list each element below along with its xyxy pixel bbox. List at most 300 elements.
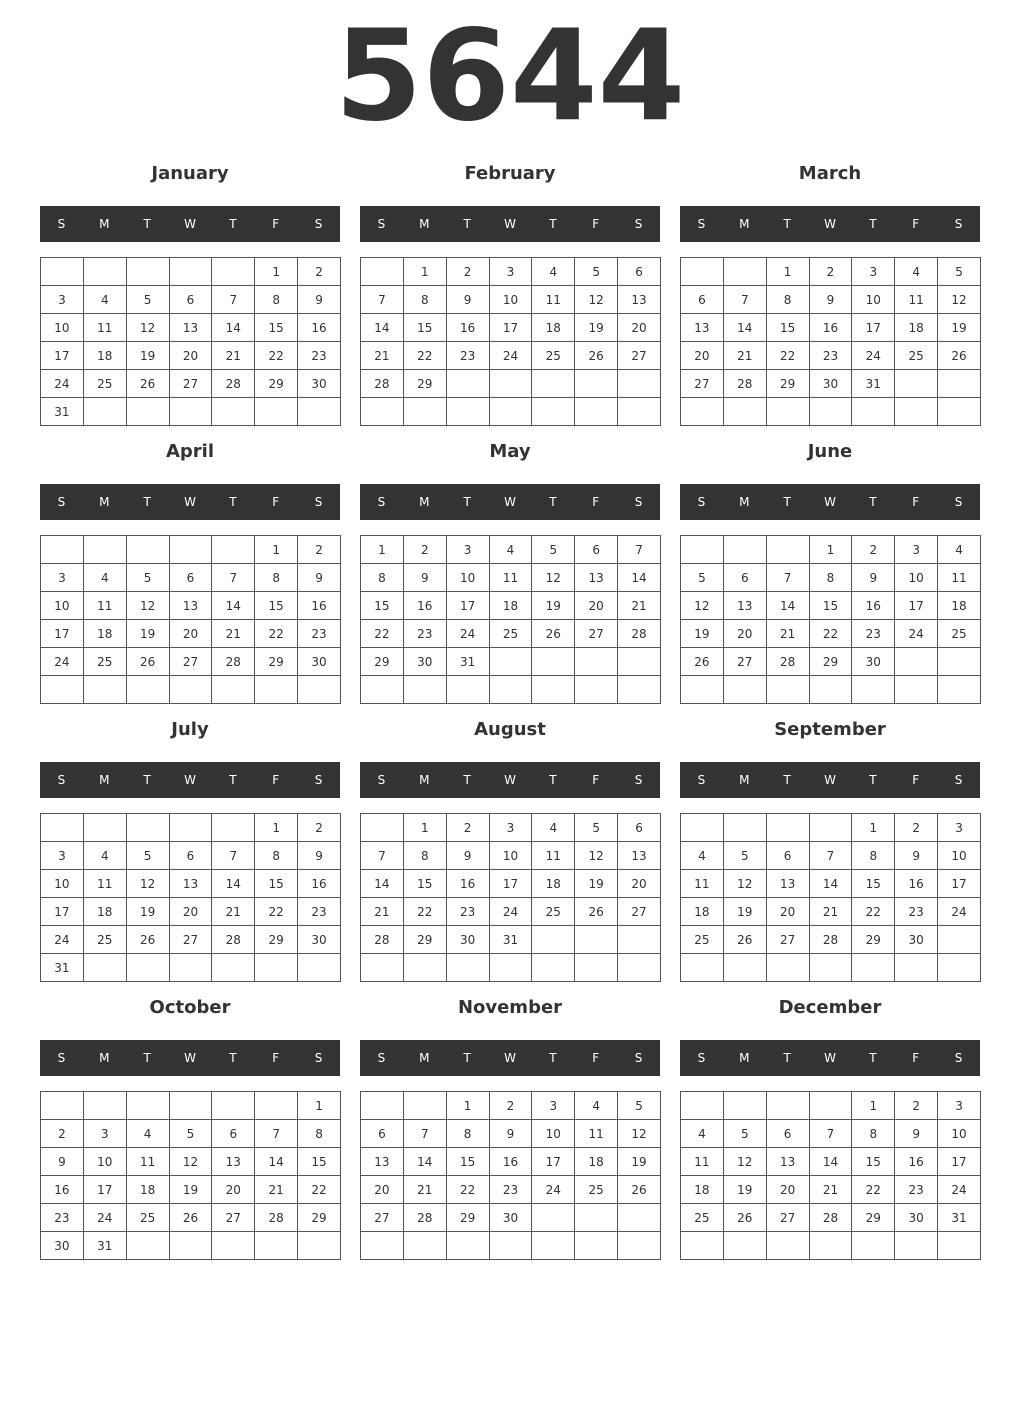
empty-cell [489, 676, 532, 704]
day-cell: 15 [852, 870, 895, 898]
day-cell: 23 [852, 620, 895, 648]
day-cell: 28 [255, 1204, 298, 1232]
day-cell: 22 [809, 620, 852, 648]
empty-cell [489, 954, 532, 982]
empty-cell [83, 954, 126, 982]
day-cell: 28 [723, 370, 766, 398]
week-row [361, 676, 661, 704]
weekday-label: F [912, 773, 920, 787]
empty-cell [618, 1204, 661, 1232]
weekday-label: F [592, 217, 600, 231]
day-cell: 4 [681, 842, 724, 870]
day-cell: 26 [723, 1204, 766, 1232]
week-row [681, 342, 981, 370]
day-cell: 1 [255, 536, 298, 564]
day-cell: 25 [489, 620, 532, 648]
day-cell: 21 [212, 620, 255, 648]
week-row [681, 954, 981, 982]
weekday-label: M [99, 217, 110, 231]
weekday-label: T [549, 1051, 557, 1065]
day-cell: 12 [169, 1148, 212, 1176]
day-cell: 8 [809, 564, 852, 592]
day-cell: 9 [403, 564, 446, 592]
week-row [681, 592, 981, 620]
day-cell: 23 [809, 342, 852, 370]
empty-cell [938, 1232, 981, 1260]
empty-cell [809, 676, 852, 704]
day-cell: 10 [938, 842, 981, 870]
day-grid [360, 257, 661, 426]
week-row [681, 286, 981, 314]
day-cell: 20 [618, 870, 661, 898]
day-grid [360, 813, 661, 982]
weekday-label: T [229, 495, 237, 509]
day-cell: 17 [446, 592, 489, 620]
day-cell: 26 [169, 1204, 212, 1232]
empty-cell [681, 1092, 724, 1120]
empty-cell [618, 954, 661, 982]
day-cell: 11 [532, 842, 575, 870]
weekday-label: W [824, 773, 836, 787]
week-row [361, 592, 661, 620]
week-row [361, 258, 661, 286]
empty-cell [169, 1232, 212, 1260]
day-cell: 31 [83, 1232, 126, 1260]
weekday-label: S [57, 1051, 66, 1065]
empty-cell [532, 648, 575, 676]
day-cell: 22 [852, 1176, 895, 1204]
week-row [681, 1232, 981, 1260]
day-cell: 22 [766, 342, 809, 370]
day-cell: 27 [361, 1204, 404, 1232]
month-june [680, 438, 980, 708]
day-cell: 17 [938, 1148, 981, 1176]
day-cell: 25 [681, 1204, 724, 1232]
day-cell: 12 [938, 286, 981, 314]
day-cell: 16 [403, 592, 446, 620]
day-cell: 27 [766, 1204, 809, 1232]
day-cell: 4 [83, 842, 126, 870]
week-row [361, 926, 661, 954]
day-cell: 20 [681, 342, 724, 370]
weekday-label: T [463, 773, 471, 787]
empty-cell [723, 258, 766, 286]
day-cell: 23 [446, 898, 489, 926]
weekday-label: M [419, 1051, 430, 1065]
day-cell: 25 [83, 926, 126, 954]
day-cell: 28 [809, 1204, 852, 1232]
day-cell: 4 [575, 1092, 618, 1120]
day-cell: 7 [212, 564, 255, 592]
day-cell: 20 [618, 314, 661, 342]
empty-cell [361, 814, 404, 842]
week-row [681, 1092, 981, 1120]
day-cell: 30 [852, 648, 895, 676]
day-cell: 28 [361, 926, 404, 954]
month-may [360, 438, 660, 708]
day-cell: 11 [532, 286, 575, 314]
weekday-label: W [504, 495, 516, 509]
empty-cell [361, 258, 404, 286]
week-row [41, 536, 341, 564]
day-cell: 2 [403, 536, 446, 564]
week-row [681, 648, 981, 676]
empty-cell [169, 954, 212, 982]
week-row [361, 954, 661, 982]
day-cell: 6 [169, 564, 212, 592]
weekday-label: W [184, 1051, 196, 1065]
day-cell: 5 [723, 1120, 766, 1148]
day-cell: 3 [489, 814, 532, 842]
day-cell: 5 [532, 536, 575, 564]
day-cell: 23 [298, 898, 341, 926]
empty-cell [361, 1092, 404, 1120]
empty-cell [618, 1232, 661, 1260]
day-cell: 10 [446, 564, 489, 592]
day-cell: 15 [403, 870, 446, 898]
empty-cell [809, 1092, 852, 1120]
empty-cell [489, 648, 532, 676]
day-cell: 7 [723, 286, 766, 314]
weekday-label: T [463, 217, 471, 231]
empty-cell [83, 258, 126, 286]
day-cell: 10 [895, 564, 938, 592]
day-cell: 30 [298, 648, 341, 676]
day-cell: 25 [938, 620, 981, 648]
empty-cell [895, 676, 938, 704]
empty-cell [212, 536, 255, 564]
day-cell: 26 [532, 620, 575, 648]
weekday-label: S [314, 217, 323, 231]
empty-cell [41, 258, 84, 286]
day-cell: 20 [361, 1176, 404, 1204]
week-row [41, 314, 341, 342]
day-cell: 19 [126, 620, 169, 648]
day-cell: 13 [212, 1148, 255, 1176]
weekday-label: W [504, 217, 516, 231]
day-cell: 1 [852, 814, 895, 842]
week-row [681, 814, 981, 842]
day-cell: 29 [255, 648, 298, 676]
day-cell: 26 [618, 1176, 661, 1204]
week-row [41, 1092, 341, 1120]
weekday-label: T [549, 773, 557, 787]
day-cell: 14 [212, 314, 255, 342]
weekday-label: F [272, 495, 280, 509]
day-cell: 10 [532, 1120, 575, 1148]
empty-cell [446, 954, 489, 982]
weekday-label: F [272, 217, 280, 231]
day-cell: 4 [681, 1120, 724, 1148]
month-february [360, 160, 660, 430]
day-cell: 19 [126, 898, 169, 926]
weekday-label: F [592, 1051, 600, 1065]
day-cell: 1 [809, 536, 852, 564]
week-row [41, 564, 341, 592]
week-row [361, 314, 661, 342]
year-title: 5644 [334, 2, 686, 149]
day-cell: 8 [255, 564, 298, 592]
month-title: June [807, 441, 853, 462]
day-cell: 9 [489, 1120, 532, 1148]
month-april [40, 438, 340, 708]
month-august [360, 716, 660, 986]
weekday-header [680, 762, 980, 798]
day-cell: 14 [809, 870, 852, 898]
day-cell: 18 [83, 620, 126, 648]
day-cell: 13 [361, 1148, 404, 1176]
week-row [361, 1176, 661, 1204]
day-cell: 20 [212, 1176, 255, 1204]
empty-cell [255, 954, 298, 982]
week-row [361, 398, 661, 426]
empty-cell [681, 258, 724, 286]
empty-cell [575, 676, 618, 704]
day-cell: 19 [723, 898, 766, 926]
day-cell: 11 [681, 870, 724, 898]
weekday-label: F [592, 495, 600, 509]
empty-cell [723, 536, 766, 564]
weekday-label: S [377, 773, 386, 787]
empty-cell [618, 926, 661, 954]
empty-cell [895, 370, 938, 398]
weekday-label: S [377, 495, 386, 509]
day-cell: 6 [618, 258, 661, 286]
day-cell: 1 [852, 1092, 895, 1120]
day-cell: 24 [41, 370, 84, 398]
day-cell: 16 [895, 870, 938, 898]
day-cell: 4 [126, 1120, 169, 1148]
day-cell: 9 [852, 564, 895, 592]
day-cell: 5 [126, 842, 169, 870]
empty-cell [532, 1204, 575, 1232]
day-cell: 26 [575, 898, 618, 926]
day-cell: 18 [83, 898, 126, 926]
day-cell: 15 [255, 870, 298, 898]
day-grid [680, 1091, 981, 1260]
day-cell: 15 [298, 1148, 341, 1176]
weekday-label: F [912, 217, 920, 231]
week-row [681, 536, 981, 564]
day-cell: 23 [489, 1176, 532, 1204]
day-cell: 18 [83, 342, 126, 370]
day-cell: 10 [938, 1120, 981, 1148]
empty-cell [895, 648, 938, 676]
weekday-header [360, 206, 660, 242]
weekday-label: S [634, 773, 643, 787]
day-cell: 2 [298, 536, 341, 564]
day-cell: 9 [298, 842, 341, 870]
day-cell: 3 [895, 536, 938, 564]
day-cell: 16 [446, 314, 489, 342]
day-grid [40, 535, 341, 704]
month-october [40, 994, 340, 1264]
day-cell: 29 [403, 370, 446, 398]
day-cell: 23 [298, 620, 341, 648]
day-cell: 10 [41, 592, 84, 620]
day-cell: 22 [255, 898, 298, 926]
weekday-label: W [824, 217, 836, 231]
week-row [681, 314, 981, 342]
day-cell: 27 [575, 620, 618, 648]
empty-cell [255, 676, 298, 704]
day-cell: 7 [255, 1120, 298, 1148]
weekday-label: M [419, 495, 430, 509]
month-september [680, 716, 980, 986]
week-row [361, 342, 661, 370]
day-cell: 14 [212, 870, 255, 898]
empty-cell [681, 814, 724, 842]
weekday-header [680, 206, 980, 242]
empty-cell [126, 398, 169, 426]
weekday-label: S [634, 495, 643, 509]
empty-cell [938, 676, 981, 704]
day-cell: 29 [361, 648, 404, 676]
day-cell: 28 [618, 620, 661, 648]
day-cell: 14 [723, 314, 766, 342]
day-cell: 24 [489, 898, 532, 926]
day-cell: 9 [446, 842, 489, 870]
empty-cell [809, 814, 852, 842]
day-cell: 31 [446, 648, 489, 676]
weekday-label: M [739, 495, 750, 509]
weekday-label: F [912, 495, 920, 509]
day-cell: 2 [41, 1120, 84, 1148]
day-cell: 11 [83, 870, 126, 898]
week-row [361, 898, 661, 926]
week-row [41, 1148, 341, 1176]
day-cell: 16 [298, 592, 341, 620]
day-cell: 31 [41, 954, 84, 982]
empty-cell [575, 648, 618, 676]
day-cell: 30 [895, 926, 938, 954]
empty-cell [575, 1232, 618, 1260]
day-cell: 14 [403, 1148, 446, 1176]
empty-cell [298, 954, 341, 982]
empty-cell [212, 814, 255, 842]
day-cell: 5 [681, 564, 724, 592]
day-cell: 13 [681, 314, 724, 342]
day-cell: 18 [895, 314, 938, 342]
weekday-label: M [419, 217, 430, 231]
week-row [41, 842, 341, 870]
empty-cell [169, 398, 212, 426]
day-cell: 4 [532, 258, 575, 286]
empty-cell [852, 1232, 895, 1260]
day-cell: 8 [255, 842, 298, 870]
day-cell: 15 [852, 1148, 895, 1176]
day-cell: 1 [361, 536, 404, 564]
day-cell: 12 [575, 842, 618, 870]
empty-cell [169, 258, 212, 286]
day-cell: 21 [255, 1176, 298, 1204]
day-cell: 2 [895, 814, 938, 842]
day-cell: 13 [575, 564, 618, 592]
day-cell: 1 [446, 1092, 489, 1120]
week-row [681, 1120, 981, 1148]
empty-cell [361, 676, 404, 704]
day-cell: 26 [938, 342, 981, 370]
day-cell: 19 [575, 314, 618, 342]
empty-cell [681, 398, 724, 426]
day-cell: 14 [618, 564, 661, 592]
day-cell: 20 [575, 592, 618, 620]
day-cell: 17 [489, 314, 532, 342]
day-cell: 19 [126, 342, 169, 370]
day-cell: 7 [618, 536, 661, 564]
weekday-header [40, 484, 340, 520]
day-cell: 3 [532, 1092, 575, 1120]
day-cell: 7 [809, 1120, 852, 1148]
day-grid [680, 535, 981, 704]
weekday-label: M [99, 773, 110, 787]
day-cell: 24 [532, 1176, 575, 1204]
empty-cell [83, 1092, 126, 1120]
month-july [40, 716, 340, 986]
empty-cell [723, 676, 766, 704]
week-row [681, 1148, 981, 1176]
day-grid [680, 813, 981, 982]
empty-cell [575, 1204, 618, 1232]
day-cell: 13 [618, 842, 661, 870]
empty-cell [212, 1092, 255, 1120]
day-cell: 3 [938, 814, 981, 842]
empty-cell [938, 370, 981, 398]
day-cell: 4 [489, 536, 532, 564]
day-cell: 19 [938, 314, 981, 342]
weekday-label: T [869, 217, 877, 231]
day-cell: 25 [895, 342, 938, 370]
empty-cell [169, 536, 212, 564]
day-cell: 17 [938, 870, 981, 898]
day-cell: 24 [41, 648, 84, 676]
day-cell: 12 [723, 870, 766, 898]
day-cell: 19 [575, 870, 618, 898]
day-cell: 12 [126, 592, 169, 620]
day-cell: 12 [681, 592, 724, 620]
weekday-label: W [184, 773, 196, 787]
weekday-label: S [634, 217, 643, 231]
month-january [40, 160, 340, 430]
day-cell: 3 [41, 286, 84, 314]
weekday-label: T [463, 495, 471, 509]
weekday-label: S [634, 1051, 643, 1065]
week-row [681, 676, 981, 704]
day-cell: 1 [403, 258, 446, 286]
day-cell: 21 [361, 898, 404, 926]
empty-cell [575, 370, 618, 398]
day-cell: 1 [298, 1092, 341, 1120]
empty-cell [723, 1092, 766, 1120]
empty-cell [766, 814, 809, 842]
empty-cell [361, 954, 404, 982]
empty-cell [298, 1232, 341, 1260]
day-cell: 15 [446, 1148, 489, 1176]
weekday-label: W [184, 217, 196, 231]
weekday-label: S [57, 495, 66, 509]
day-cell: 18 [681, 898, 724, 926]
empty-cell [766, 676, 809, 704]
week-row [41, 1176, 341, 1204]
day-cell: 6 [361, 1120, 404, 1148]
day-cell: 8 [766, 286, 809, 314]
week-row [361, 870, 661, 898]
week-row [41, 676, 341, 704]
week-row [681, 870, 981, 898]
empty-cell [852, 954, 895, 982]
empty-cell [212, 398, 255, 426]
empty-cell [766, 954, 809, 982]
